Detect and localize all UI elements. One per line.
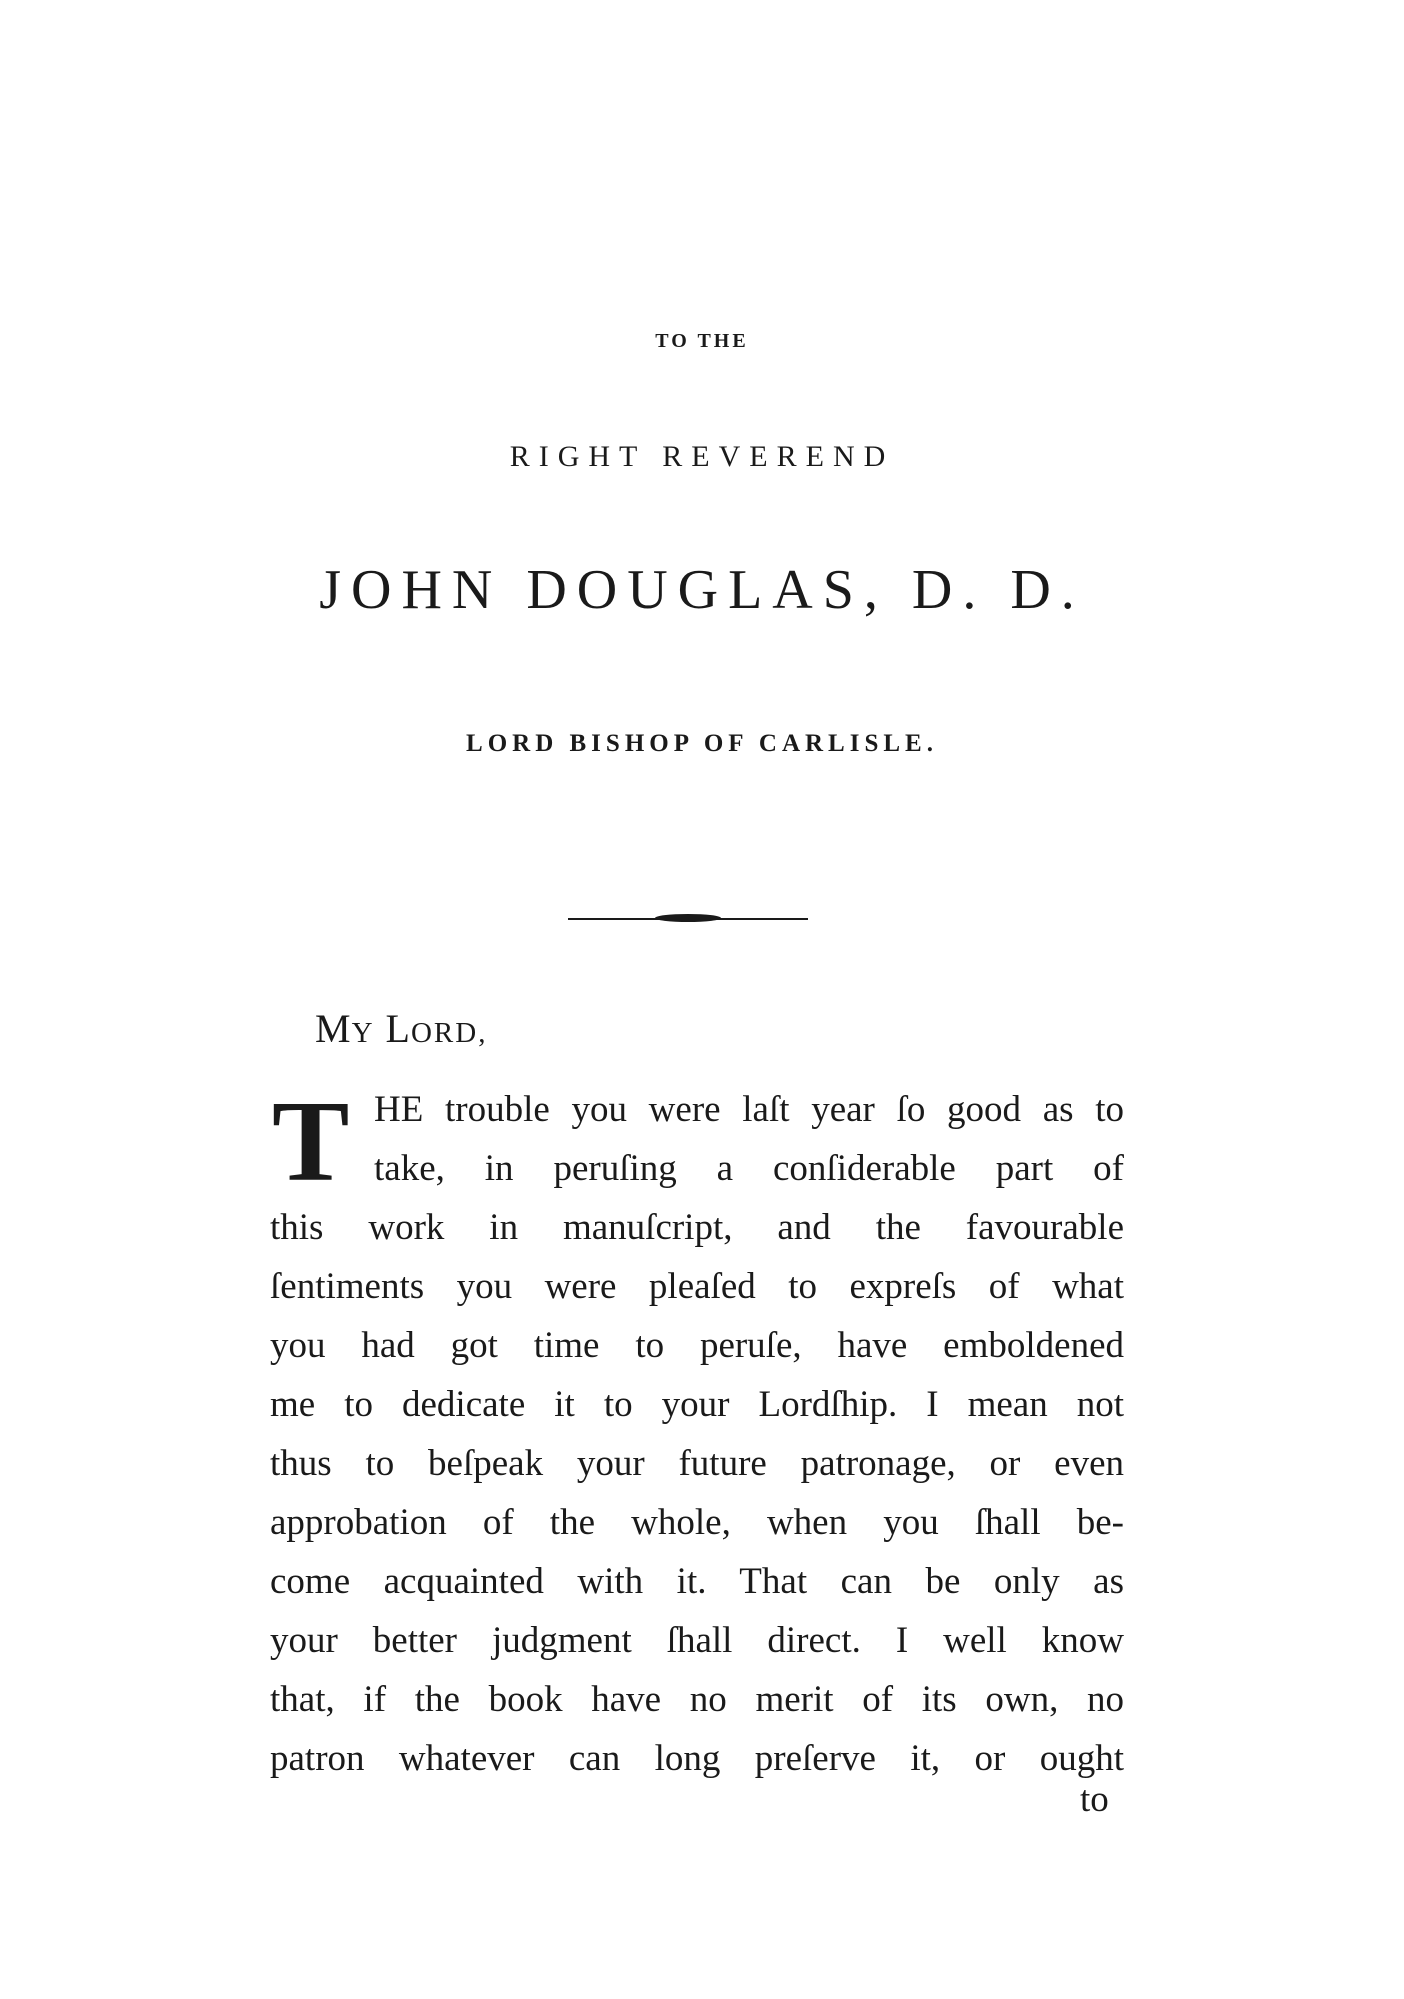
body-line: you had got time to peruſe, have emboldened bbox=[270, 1325, 1124, 1366]
catchword: to bbox=[1080, 1779, 1109, 1820]
body-line: thus to beſpeak your future patronage, or even bbox=[270, 1443, 1124, 1484]
dedicatee-office: LORD BISHOP OF CARLISLE. bbox=[466, 730, 938, 757]
body-line: that, if the book have no merit of its own, no bbox=[270, 1679, 1124, 1720]
body-line: ſentiments you were pleaſed to expreſs of what bbox=[270, 1266, 1124, 1307]
dedicatee-name: JOHN DOUGLAS, D. D. bbox=[319, 559, 1085, 621]
salutation-small-caps-2: ORD, bbox=[410, 1017, 488, 1049]
body-line: me to dedicate it to your Lordſhip. I mean not bbox=[270, 1384, 1124, 1425]
body-line: patron whatever can long preſerve it, or ought bbox=[270, 1738, 1124, 1779]
ornamental-rule-center bbox=[655, 914, 721, 922]
body-line-2: take, in peruſing a conſiderable part of bbox=[374, 1148, 1124, 1189]
dedication-to-the: TO THE bbox=[655, 330, 749, 352]
body-line: approbation of the whole, when you ſhall be- bbox=[270, 1502, 1124, 1543]
drop-cap: T bbox=[272, 1078, 350, 1206]
body-text bbox=[270, 1198, 1124, 1788]
body-line: come acquainted with it. That can be only as bbox=[270, 1561, 1124, 1602]
body-line-1: HE trouble you were laſt year ſo good as to bbox=[374, 1089, 1124, 1130]
salutation-initial: M bbox=[315, 1006, 352, 1051]
body-line: this work in manuſcript, and the favourable bbox=[270, 1207, 1124, 1248]
salutation-small-caps-1: Y bbox=[351, 1017, 375, 1049]
salutation bbox=[315, 1005, 487, 1052]
salutation-initial-2: L bbox=[385, 1006, 411, 1051]
dedication-title: RIGHT REVEREND bbox=[509, 440, 895, 473]
body-line: your better judgment ſhall direct. I well know bbox=[270, 1620, 1124, 1661]
